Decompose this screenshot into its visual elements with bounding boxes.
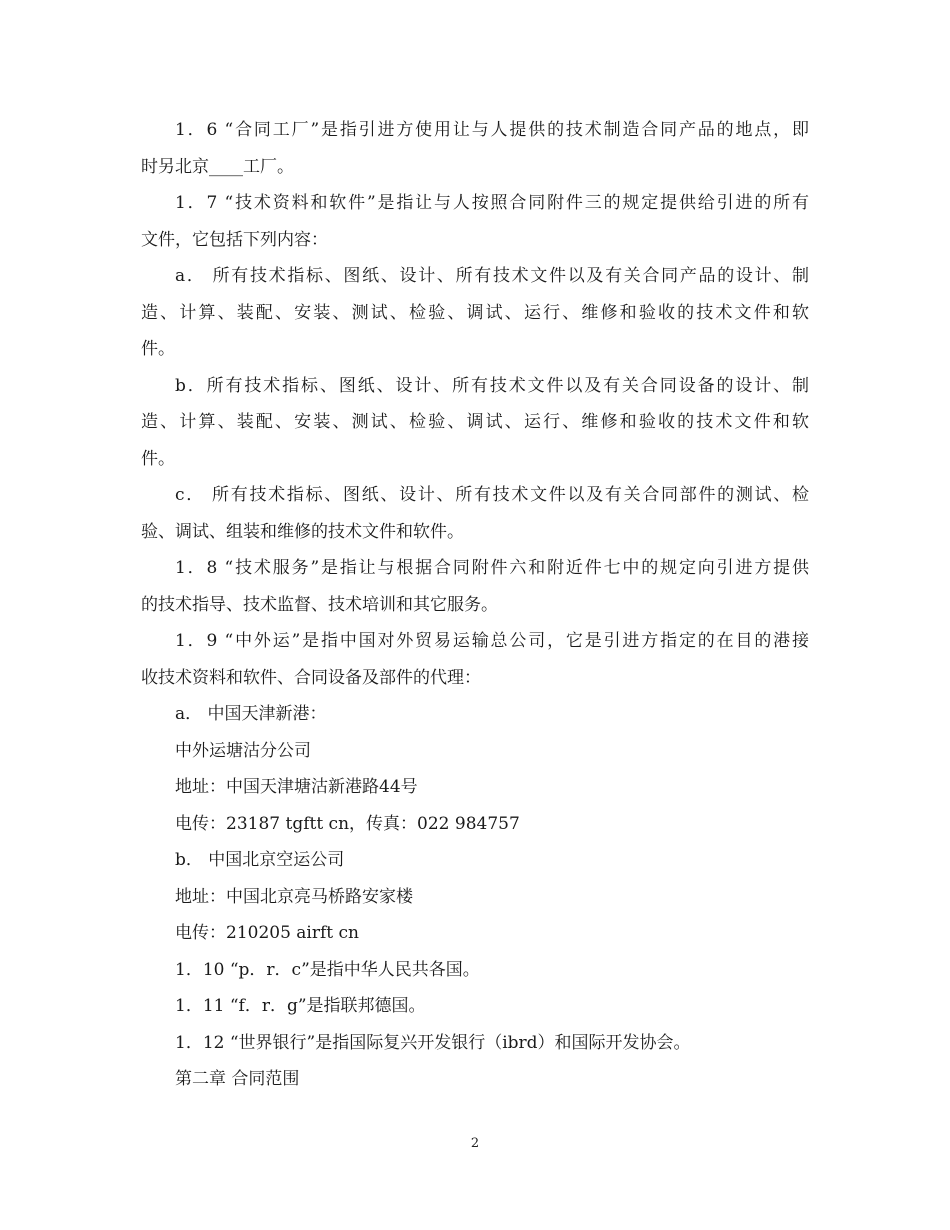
- agent-b-telex: 电传：210205 airft cn: [175, 923, 359, 943]
- clause-1-6-line-2: 时另北京____工厂。: [141, 156, 294, 177]
- agent-a-address: 地址：中国天津塘沽新港路44号: [175, 777, 418, 797]
- clause-1-6-line-1: 1．6 “合同工厂”是指引进方使用让与人提供的技术制造合同产品的地点，即: [175, 120, 809, 140]
- item-c-line-2: 验、调试、组装和维修的技术文件和软件。: [141, 521, 464, 542]
- item-a-line-2: 造、计算、装配、安装、测试、检验、调试、运行、维修和验收的技术文件和软: [141, 302, 809, 323]
- clause-1-9-line-2: 收技术资料和软件、合同设备及部件的代理：: [141, 667, 481, 688]
- item-b-line-2: 造、计算、装配、安装、测试、检验、调试、运行、维修和验收的技术文件和软: [141, 412, 809, 432]
- item-c-line-1: c． 所有技术指标、图纸、设计、所有技术文件以及有关合同部件的测试、检: [175, 485, 809, 505]
- item-a-line-1: a． 所有技术指标、图纸、设计、所有技术文件以及有关合同产品的设计、制: [175, 266, 809, 286]
- page-number: 2: [470, 1136, 480, 1151]
- item-b-line-3: 件。: [141, 448, 175, 469]
- clause-1-7-line-2: 文件，它包括下列内容：: [141, 229, 328, 250]
- agent-a-telex-fax: 电传：23187 tgftt cn，传真：022 984757: [175, 813, 520, 834]
- item-b-line-1: b．所有技术指标、图纸、设计、所有技术文件以及有关合同设备的设计、制: [175, 375, 809, 396]
- agent-a-name: 中外运塘沽分公司: [175, 740, 311, 761]
- clause-1-8-line-1: 1．8 “技术服务”是指让与根据合同附件六和附近件七中的规定向引进方提供: [175, 558, 809, 578]
- chapter-2-heading: 第二章 合同范围: [175, 1069, 300, 1089]
- agent-a-heading: a． 中国天津新港：: [175, 704, 327, 724]
- document-body: [141, 112, 809, 1098]
- clause-1-7-line-1: 1．7 “技术资料和软件”是指让与人按照合同附件三的规定提供给引进的所有: [175, 193, 809, 213]
- clause-1-11: 1．11 “f．r．g”是指联邦德国。: [175, 996, 426, 1016]
- agent-b-heading: b． 中国北京空运公司: [175, 850, 345, 870]
- agent-b-address: 地址：中国北京亮马桥路安家楼: [175, 886, 413, 907]
- item-a-line-3: 件。: [141, 339, 175, 359]
- clause-1-9-line-1: 1．9 “中外运”是指中国对外贸易运输总公司，它是引进方指定的在目的港接: [175, 631, 809, 651]
- clause-1-8-line-2: 的技术指导、技术监督、技术培训和其它服务。: [141, 594, 498, 615]
- clause-1-10: 1．10 “p．r．c”是指中华人民共各国。: [175, 959, 480, 980]
- clause-1-12: 1．12 “世界银行”是指国际复兴开发银行（ibrd）和国际开发协会。: [175, 1032, 691, 1053]
